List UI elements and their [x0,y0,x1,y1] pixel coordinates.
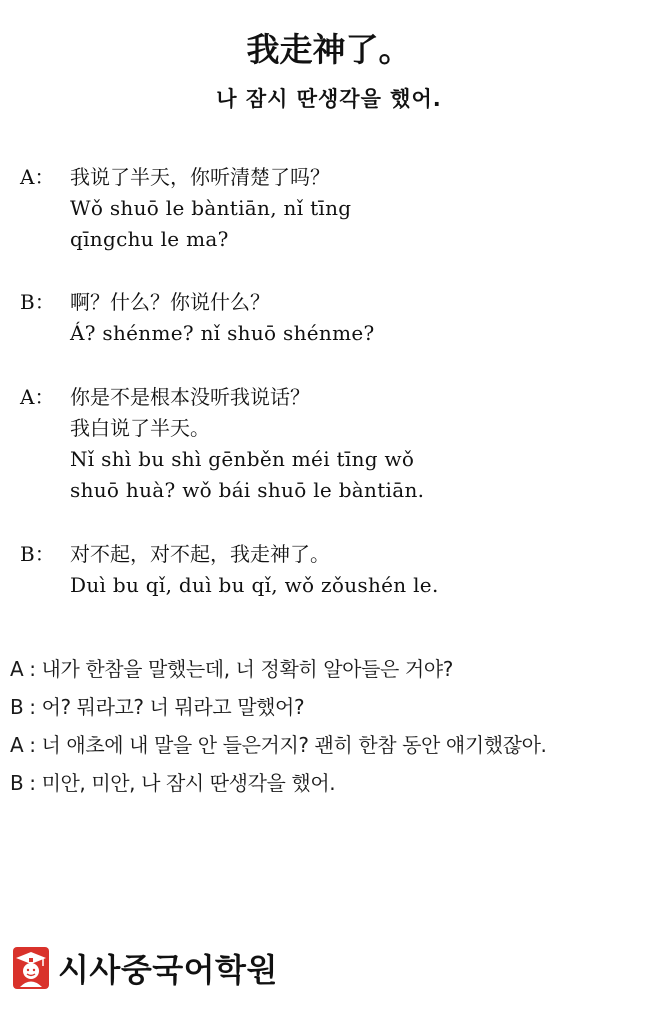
pinyin-line: Duì bu qǐ, duì bu qǐ, wǒ zǒushén le. [70,573,439,597]
translation-line: B : 어? 뭐라고? 너 뭐라고 말했어? [10,695,305,719]
speaker-label: B： [20,542,55,566]
chinese-line: 我白说了半天。 [70,416,210,440]
speaker-label: B： [20,290,55,314]
graduate-mascot-icon [12,946,50,990]
chinese-line: 对不起，对不起，我走神了。 [70,542,330,566]
chinese-line: 我说了半天，你听清楚了吗？ [70,165,330,189]
translation-line: A : 내가 한참을 말했는데, 너 정확히 알아들은 거야? [10,657,453,681]
chinese-line: 啊？什么？你说什么？ [70,290,270,314]
pinyin-line: Nǐ shì bu shì gēnběn méi tīng wǒ [70,447,415,471]
korean-translation [10,650,650,802]
page-title: 我走神了。 [246,30,412,69]
pinyin-line: Wǒ shuō le bàntiān, nǐ tīng [70,196,352,220]
pinyin-line: Á? shénme? nǐ shuō shénme? [70,321,375,345]
translation-line: A : 너 애초에 내 말을 안 들은거지? 괜히 한참 동안 얘기했잖아. [10,733,547,757]
speaker-label: A： [20,165,55,189]
speaker-label: A： [20,385,55,409]
academy-logo [12,944,278,992]
chinese-line: 你是不是根本没听我说话？ [70,385,310,409]
academy-name: 시사중국어학원 [58,951,278,989]
translation-line: B : 미안, 미안, 나 잠시 딴생각을 했어. [10,771,336,795]
page-subtitle: 나 잠시 딴생각을 했어. [216,87,442,111]
pinyin-line: shuō huà? wǒ bái shuō le bàntiān. [70,478,425,502]
pinyin-line: qīngchu le ma? [70,227,229,251]
